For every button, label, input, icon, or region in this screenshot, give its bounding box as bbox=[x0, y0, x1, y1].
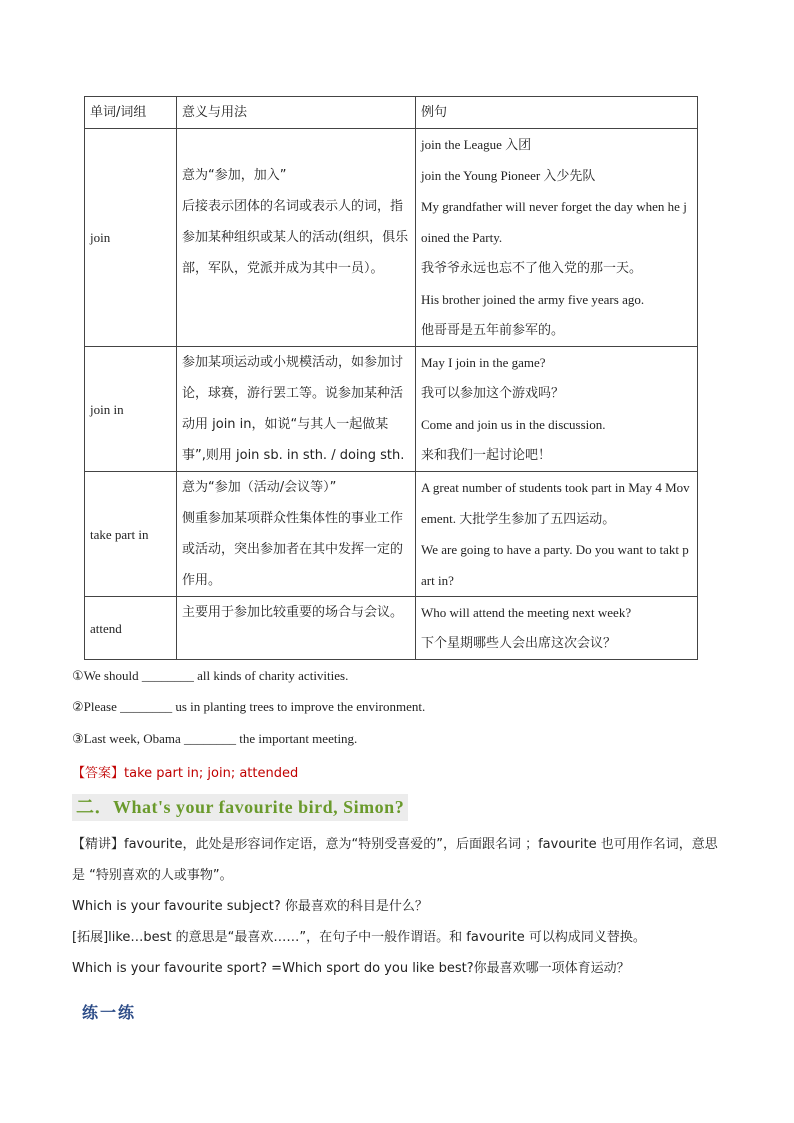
table-row bbox=[85, 597, 698, 660]
meaning-line: 意为“参加（活动/会议等）” bbox=[182, 480, 337, 495]
example-line: 我爷爷永远也忘不了他入党的那一天。 bbox=[421, 261, 643, 276]
example-line: join the Young Pioneer 入少先队 bbox=[421, 168, 596, 183]
question-text: We should ________ all kinds of charity activities. bbox=[83, 668, 349, 683]
word-cell: take part in bbox=[85, 472, 177, 597]
example-line: Come and join us in the discussion. bbox=[421, 417, 606, 432]
explanation-paragraph: 【精讲】favourite，此处是形容词作定语，意为“特别受喜爱的”，后面跟名词 ；favourite 也可用作名词，意思是 “特别喜欢的人或事物”。 bbox=[72, 837, 718, 883]
example-line: join the League 入团 bbox=[421, 137, 532, 152]
example-line: 下个星期哪些人会出席这次会议？ bbox=[421, 636, 617, 651]
extension-paragraph: [拓展]like…best 的意思是“最喜欢……”，在句子中一般作谓语。和 favourite 可以构成同义替换。 bbox=[72, 930, 646, 945]
question-text: Please ________ us in planting trees to improve the environment. bbox=[83, 699, 426, 714]
question-number: ② bbox=[72, 700, 84, 715]
exercise-question bbox=[72, 699, 425, 715]
example-sentence: Which is your favourite subject? 你最喜欢的科目是什么？ bbox=[72, 899, 428, 914]
table-header-row bbox=[85, 97, 698, 129]
word-cell: join in bbox=[85, 347, 177, 472]
example-cell bbox=[416, 347, 698, 472]
meaning-cell bbox=[177, 347, 416, 472]
meaning-line: 参加某项运动或小规模活动，如参加讨论，球赛，游行罢工等。说参加某种活动用 join in，如说“与其人一起做某事”,则用 join sb. in sth. / doing sth. bbox=[182, 355, 405, 463]
example-cell bbox=[416, 472, 698, 597]
question-number: ① bbox=[72, 669, 84, 684]
meaning-cell bbox=[177, 129, 416, 347]
question-number: ③ bbox=[72, 732, 84, 747]
word-cell: attend bbox=[85, 597, 177, 660]
meaning-cell bbox=[177, 597, 416, 660]
answer-line: 【答案】take part in; join; attended bbox=[72, 766, 299, 781]
table-row bbox=[85, 129, 698, 347]
exercise-question bbox=[72, 731, 357, 747]
example-sentence: Which is your favourite sport? =Which sport do you like best?你最喜欢哪一项体育运动？ bbox=[72, 961, 630, 976]
example-line: A great number of students took part in May 4 Movement. 大批学生参加了五四运动。 bbox=[421, 480, 690, 526]
vocab-table bbox=[84, 96, 698, 660]
example-line: His brother joined the army five years ago. bbox=[421, 292, 645, 307]
example-line: We are going to have a party. Do you want to takt part in? bbox=[421, 542, 689, 588]
example-line: 我可以参加这个游戏吗？ bbox=[421, 386, 565, 401]
meaning-line: 意为“参加，加入” bbox=[182, 168, 287, 183]
header-word: 单词/词组 bbox=[85, 97, 177, 129]
meaning-cell bbox=[177, 472, 416, 597]
question-text: Last week, Obama ________ the important meeting. bbox=[83, 731, 358, 746]
table-row bbox=[85, 347, 698, 472]
meaning-line: 侧重参加某项群众性集体性的事业工作或活动，突出参加者在其中发挥一定的作用。 bbox=[182, 511, 404, 588]
section-heading: 二．What's your favourite bird, Simon? bbox=[72, 794, 408, 821]
example-line: Who will attend the meeting next week? bbox=[421, 605, 632, 620]
example-line: May I join in the game? bbox=[421, 355, 546, 370]
example-line: 来和我们一起讨论吧！ bbox=[421, 448, 552, 463]
table-row bbox=[85, 472, 698, 597]
example-cell bbox=[416, 129, 698, 347]
meaning-line: 后接表示团体的名词或表示人的词，指参加某种组织或某人的活动(组织，俱乐部，军队，党派并成为其中一员）。 bbox=[182, 199, 409, 276]
header-meaning: 意义与用法 bbox=[177, 97, 416, 129]
example-cell bbox=[416, 597, 698, 660]
exercise-question bbox=[72, 668, 348, 684]
meaning-line: 主要用于参加比较重要的场合与会议。 bbox=[182, 605, 404, 620]
header-example: 例句 bbox=[416, 97, 698, 129]
word-cell: join bbox=[85, 129, 177, 347]
example-line: 他哥哥是五年前参军的。 bbox=[421, 323, 565, 338]
practice-label: 练一练 bbox=[82, 1003, 137, 1022]
example-line: My grandfather will never forget the day when he joined the Party. bbox=[421, 199, 687, 245]
